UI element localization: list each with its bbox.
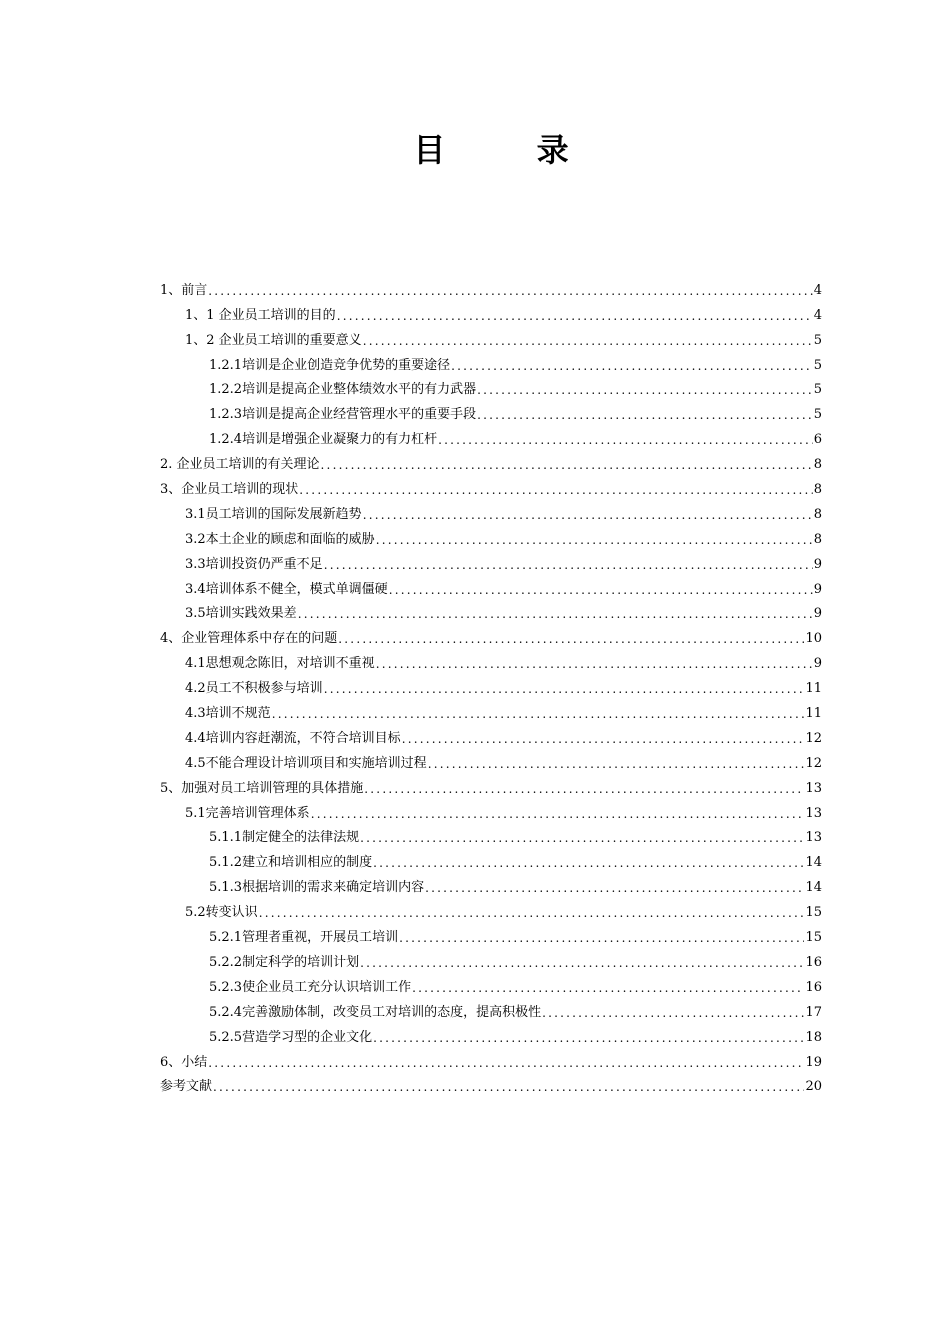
toc-entry-page-number: 5	[813, 382, 822, 398]
toc-entry-title: 5.2.5营造学习型的企业文化	[209, 1029, 373, 1045]
toc-entry[interactable]	[160, 351, 822, 376]
toc-entry-page-number: 5	[813, 332, 822, 348]
toc-entry-title: 6、小结	[160, 1054, 208, 1070]
toc-entry-page-number: 16	[805, 979, 822, 995]
toc-entry[interactable]	[160, 674, 822, 699]
toc-entry-title: 3.4培训体系不健全，模式单调僵硬	[185, 581, 388, 597]
toc-entry[interactable]	[160, 948, 822, 973]
toc-entry-title: 5.2.2制定科学的培训计划	[209, 954, 360, 970]
toc-entry[interactable]	[160, 600, 822, 625]
dot-leader	[425, 878, 804, 898]
toc-entry-page-number: 11	[805, 681, 822, 697]
toc-entry[interactable]	[160, 724, 822, 749]
dot-leader	[373, 1028, 804, 1048]
toc-entry-title: 4.4培训内容赶潮流，不符合培训目标	[185, 730, 401, 746]
toc-entry[interactable]	[160, 301, 822, 326]
toc-entry-title: 1、1 企业员工培训的目的	[185, 307, 336, 323]
toc-entry-page-number: 8	[813, 482, 822, 498]
toc-entry[interactable]	[160, 774, 822, 799]
dot-leader	[208, 281, 812, 301]
toc-entry-page-number: 6	[813, 432, 822, 448]
toc-entry[interactable]	[160, 525, 822, 550]
toc-entry[interactable]	[160, 923, 822, 948]
toc-entry[interactable]	[160, 749, 822, 774]
toc-entry[interactable]	[160, 699, 822, 724]
dot-leader	[272, 704, 805, 724]
toc-entry[interactable]	[160, 425, 822, 450]
toc-entry-title: 1.2.3培训是提高企业经营管理水平的重要手段	[209, 407, 477, 423]
toc-entry-page-number: 8	[813, 457, 822, 473]
toc-entry-title: 3.1员工培训的国际发展新趋势	[185, 506, 362, 522]
dot-leader	[376, 654, 813, 674]
toc-entry[interactable]	[160, 475, 822, 500]
toc-entry-page-number: 4	[813, 282, 822, 298]
toc-entry[interactable]	[160, 824, 822, 849]
toc-entry-title: 5.1.3根据培训的需求来确定培训内容	[209, 880, 425, 896]
dot-leader	[208, 1053, 804, 1073]
toc-entry-title: 3.3培训投资仍严重不足	[185, 556, 323, 572]
toc-entry-title: 5.2.1管理者重视，开展员工培训	[209, 930, 399, 946]
toc-entry-title: 4.3培训不规范	[185, 706, 271, 722]
dot-leader	[363, 505, 813, 525]
toc-entry-title: 3、企业员工培训的现状	[160, 482, 299, 498]
toc-entry-page-number: 13	[805, 830, 822, 846]
dot-leader	[299, 480, 812, 500]
toc-entry[interactable]	[160, 1023, 822, 1048]
toc-entry-title: 1、2 企业员工培训的重要意义	[185, 332, 362, 348]
toc-entry-title: 5.1完善培训管理体系	[185, 805, 310, 821]
toc-entry[interactable]	[160, 998, 822, 1023]
dot-leader	[542, 1003, 804, 1023]
dot-leader	[389, 580, 813, 600]
dot-leader	[338, 629, 804, 649]
toc-entry-title: 4、企业管理体系中存在的问题	[160, 631, 338, 647]
table-of-contents	[160, 276, 822, 1097]
toc-entry[interactable]	[160, 500, 822, 525]
toc-entry[interactable]	[160, 575, 822, 600]
toc-entry-page-number: 13	[805, 805, 822, 821]
toc-entry-title: 4.2员工不积极参与培训	[185, 681, 323, 697]
dot-leader	[321, 455, 813, 475]
dot-leader	[402, 729, 805, 749]
toc-entry-title: 4.5不能合理设计培训项目和实施培训过程	[185, 755, 427, 771]
toc-entry[interactable]	[160, 649, 822, 674]
dot-leader	[428, 754, 805, 774]
toc-entry-title: 1、前言	[160, 282, 208, 298]
toc-entry-page-number: 11	[805, 706, 822, 722]
toc-entry-page-number: 15	[805, 930, 822, 946]
toc-entry[interactable]	[160, 400, 822, 425]
dot-leader	[399, 928, 804, 948]
toc-entry-page-number: 14	[805, 855, 822, 871]
dot-leader	[451, 356, 813, 376]
toc-entry[interactable]	[160, 898, 822, 923]
toc-entry[interactable]	[160, 624, 822, 649]
toc-entry-page-number: 9	[813, 606, 822, 622]
toc-entry[interactable]	[160, 1048, 822, 1073]
toc-entry-title: 2. 企业员工培训的有关理论	[160, 457, 320, 473]
toc-entry[interactable]	[160, 276, 822, 301]
dot-leader	[337, 306, 813, 326]
toc-entry-title: 1.2.4培训是增强企业凝聚力的有力杠杆	[209, 432, 438, 448]
toc-entry-page-number: 8	[813, 506, 822, 522]
toc-entry-page-number: 9	[813, 656, 822, 672]
toc-entry-page-number: 10	[805, 631, 822, 647]
toc-entry-page-number: 12	[805, 730, 822, 746]
toc-entry-title: 4.1思想观念陈旧，对培训不重视	[185, 656, 375, 672]
dot-leader	[412, 978, 804, 998]
toc-entry-page-number: 5	[813, 357, 822, 373]
toc-entry-page-number: 9	[813, 556, 822, 572]
toc-entry[interactable]	[160, 848, 822, 873]
toc-entry[interactable]	[160, 450, 822, 475]
dot-leader	[298, 604, 813, 624]
toc-entry-title: 1.2.1培训是企业创造竞争优势的重要途径	[209, 357, 451, 373]
toc-entry-title: 5.2.3使企业员工充分认识培训工作	[209, 979, 412, 995]
toc-entry-title: 3.2本土企业的顾虑和面临的威胁	[185, 531, 375, 547]
toc-entry[interactable]	[160, 1073, 822, 1098]
toc-entry-title: 5.2转变认识	[185, 905, 258, 921]
dot-leader	[438, 430, 813, 450]
dot-leader	[363, 331, 813, 351]
dot-leader	[213, 1077, 804, 1097]
dot-leader	[324, 679, 805, 699]
page-title: 目 录	[413, 131, 609, 169]
toc-entry-page-number: 19	[805, 1054, 822, 1070]
toc-entry-page-number: 4	[813, 307, 822, 323]
dot-leader	[259, 903, 805, 923]
toc-entry-page-number: 5	[813, 407, 822, 423]
dot-leader	[360, 953, 804, 973]
dot-leader	[376, 530, 813, 550]
toc-entry-page-number: 15	[805, 905, 822, 921]
toc-entry-page-number: 16	[805, 954, 822, 970]
toc-entry-title: 5、加强对员工培训管理的具体措施	[160, 780, 364, 796]
toc-entry-title: 5.1.1制定健全的法律法规	[209, 830, 360, 846]
dot-leader	[360, 828, 804, 848]
toc-entry-title: 参考文献	[160, 1079, 213, 1095]
toc-entry[interactable]	[160, 799, 822, 824]
toc-entry-page-number: 17	[805, 1004, 822, 1020]
dot-leader	[324, 555, 813, 575]
toc-entry[interactable]	[160, 973, 822, 998]
toc-entry-title: 3.5培训实践效果差	[185, 606, 297, 622]
toc-entry-page-number: 12	[805, 755, 822, 771]
toc-entry-title: 1.2.2培训是提高企业整体绩效水平的有力武器	[209, 382, 477, 398]
toc-entry-page-number: 8	[813, 531, 822, 547]
toc-entry-page-number: 14	[805, 880, 822, 896]
toc-entry[interactable]	[160, 376, 822, 401]
toc-entry-page-number: 9	[813, 581, 822, 597]
toc-entry-title: 5.1.2建立和培训相应的制度	[209, 855, 373, 871]
toc-entry-page-number: 13	[805, 780, 822, 796]
dot-leader	[373, 853, 804, 873]
toc-entry[interactable]	[160, 873, 822, 898]
toc-entry[interactable]	[160, 326, 822, 351]
dot-leader	[364, 779, 804, 799]
dot-leader	[477, 405, 813, 425]
toc-entry-page-number: 20	[805, 1079, 822, 1095]
toc-entry[interactable]	[160, 550, 822, 575]
toc-entry-title: 5.2.4完善激励体制，改变员工对培训的态度，提高积极性	[209, 1004, 542, 1020]
toc-entry-page-number: 18	[805, 1029, 822, 1045]
dot-leader	[311, 804, 805, 824]
dot-leader	[477, 380, 813, 400]
